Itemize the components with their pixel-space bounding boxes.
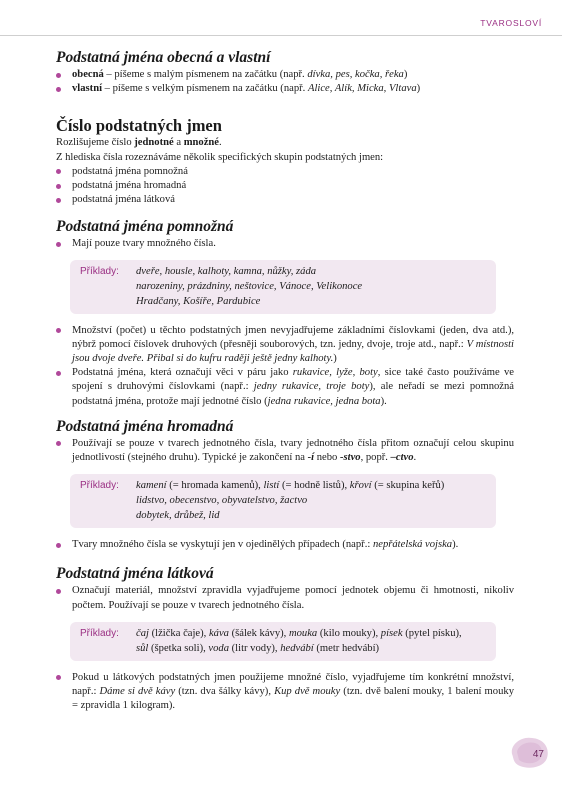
list-item bbox=[56, 366, 514, 409]
examples-lines bbox=[136, 626, 462, 656]
list-hromadna-2 bbox=[56, 538, 514, 552]
gloss: (lžička čaje), bbox=[148, 627, 209, 639]
term: vlastní bbox=[72, 83, 103, 95]
gloss: (metr hedvábí) bbox=[313, 642, 380, 654]
example: Dáme si dvě kávy bbox=[99, 686, 176, 698]
text: (tzn. dva šálky kávy), bbox=[175, 686, 275, 698]
example-line: dveře, housle, kalhoty, kamna, nůžky, záda bbox=[136, 265, 317, 277]
example-line: Hradčany, Košíře, Pardubice bbox=[136, 295, 261, 307]
example: jedna rukavice, jedna bota bbox=[267, 395, 381, 407]
example-line bbox=[136, 626, 462, 641]
example: dívka, pes, kočka, řeka bbox=[307, 69, 404, 80]
example-word: písek bbox=[380, 627, 403, 639]
examples-lines bbox=[136, 264, 362, 309]
page-content bbox=[56, 40, 514, 713]
list-latkova-2 bbox=[56, 671, 514, 714]
example: Kup dvě mouky bbox=[274, 686, 341, 698]
example-line: lidstvo, obecenstvo, obyvatelstvo, žactvo bbox=[136, 495, 308, 507]
text: (tzn. dvě balení mouky, 1 balení mouky = zpravidla 1 kilogram). bbox=[72, 686, 514, 712]
list-item bbox=[56, 437, 514, 465]
example-line: narozeniny, prázdniny, neštovice, Vánoce, Velikonoce bbox=[136, 280, 363, 292]
example-word: hedvábí bbox=[280, 642, 314, 654]
gloss: (šálek kávy), bbox=[228, 627, 289, 639]
section-header-label: TVAROSLOVÍ bbox=[480, 18, 542, 28]
heading-pomnozna: Podstatná jména pomnožná bbox=[56, 218, 234, 236]
list-item bbox=[56, 68, 514, 82]
text: , popř. bbox=[360, 452, 391, 464]
list-item: podstatná jména pomnožná bbox=[56, 165, 514, 179]
text: ). bbox=[452, 539, 459, 551]
example-line bbox=[136, 478, 444, 493]
text: ) bbox=[333, 353, 337, 365]
examples-lines bbox=[136, 478, 444, 523]
text: Pokud u látkových podstatných jmen použijeme množné číslo, vyjadřujeme tím konkrétní množství, např.: bbox=[72, 671, 514, 698]
examples-box bbox=[70, 622, 496, 661]
list-item: podstatná jména hromadná bbox=[56, 179, 514, 193]
heading-cislo: Číslo podstatných jmen bbox=[56, 116, 222, 136]
gloss: (= skupina keřů) bbox=[371, 480, 445, 492]
page-number: 47 bbox=[532, 749, 544, 760]
suffix: –ctvo bbox=[390, 452, 414, 464]
gloss: (litr vody), bbox=[229, 642, 281, 654]
term: množné bbox=[183, 137, 220, 149]
header-divider bbox=[0, 35, 562, 36]
paragraph bbox=[56, 136, 514, 150]
list-latkova bbox=[56, 584, 514, 612]
gloss: (špetka soli), bbox=[148, 642, 209, 654]
heading-latkova: Podstatná jména látková bbox=[56, 565, 214, 583]
example: Alice, Alík, Micka, Vltava bbox=[307, 83, 417, 95]
example-word: křoví bbox=[349, 480, 372, 492]
text: Tvary množného čísla se vyskytují jen v ojedinělých případech (např.: bbox=[72, 539, 373, 551]
example-word: káva bbox=[208, 627, 229, 639]
example-word: voda bbox=[208, 642, 229, 654]
examples-box bbox=[70, 260, 496, 314]
gloss: (= hromada kamenů), bbox=[166, 480, 264, 492]
term: jednotné bbox=[134, 137, 174, 149]
gloss: (pytel písku), bbox=[402, 627, 462, 639]
list-item: Mají pouze tvary množného čísla. bbox=[56, 237, 514, 251]
example-line: dobytek, drůbež, lid bbox=[136, 510, 220, 522]
text: ). bbox=[380, 395, 387, 407]
example-word: listí bbox=[263, 480, 280, 492]
heading-hromadna: Podstatná jména hromadná bbox=[56, 417, 234, 435]
example: V místnosti jsou dvoje dveře. Přibal si do kufru raději ještě jedny kalhoty. bbox=[72, 338, 514, 365]
gloss: (= hodně listů), bbox=[279, 480, 350, 492]
text: ) bbox=[416, 83, 421, 95]
example: rukavice, lyže, boty bbox=[292, 367, 378, 379]
list-item bbox=[56, 82, 514, 96]
text: Podstatná jména, která označují věci v páru jako bbox=[72, 367, 293, 379]
list-obecna-vlastni bbox=[56, 68, 514, 96]
term: obecná bbox=[72, 69, 104, 80]
gloss: (kilo mouky), bbox=[317, 627, 381, 639]
text: nebo bbox=[314, 452, 340, 464]
list-pomnozna bbox=[56, 237, 514, 251]
examples-label: Příklady: bbox=[80, 480, 119, 492]
text: ), ale neřadí se mezi pomnožná podstatná jména, protože mají jednotné číslo ( bbox=[72, 381, 515, 407]
list-skupiny bbox=[56, 165, 514, 208]
suffix: -í bbox=[307, 452, 315, 464]
text: – píšeme s malým písmenem na začátku (např. bbox=[103, 69, 308, 80]
example: jedny rukavice, troje boty bbox=[253, 381, 370, 393]
list-item bbox=[56, 324, 514, 367]
text: Používají se pouze v tvarech jednotného čísla, tvary jednotného čísla přitom označují celou skupinu jednotlivostí (stejného druhu). Typické je zakončení na bbox=[72, 437, 514, 464]
example-word: čaj bbox=[136, 627, 149, 639]
examples-box bbox=[70, 474, 496, 528]
text: , sice také často používáme ve spojení s druhovými číslovkami (např.: bbox=[72, 367, 514, 393]
text: Rozlišujeme číslo bbox=[56, 137, 135, 149]
example: nepřátelská vojska bbox=[372, 539, 453, 551]
text: . bbox=[413, 452, 417, 464]
text: a bbox=[173, 137, 184, 149]
text: Množství (počet) u těchto podstatných jmen nevyjadřujeme základními číslovkami (jeden, dva atd.), nýbrž pomocí číslovek druhových (přesněji souborových, tzn. jedny, dvoje, troje atd., např.: bbox=[72, 324, 514, 350]
example-word: sůl bbox=[136, 642, 149, 654]
text: . bbox=[219, 137, 222, 149]
examples-label: Příklady: bbox=[80, 265, 119, 277]
heading-obecna-vlastni: Podstatná jména obecná a vlastní bbox=[56, 49, 271, 66]
examples-label: Příklady: bbox=[80, 627, 119, 639]
list-hromadna bbox=[56, 437, 514, 465]
list-item: Označují materiál, množství zpravidla vyjadřujeme pomocí jednotek objemu či hmotnosti, nikoliv počtem. Používají se pouze v tvarech jednotného čísla. bbox=[56, 584, 514, 612]
text: ) bbox=[403, 69, 408, 80]
list-pomnozna-2 bbox=[56, 324, 514, 409]
example-word: kamení bbox=[136, 480, 167, 492]
list-item bbox=[56, 538, 514, 552]
text: – píšeme s velkým písmenem na začátku (např. bbox=[102, 83, 308, 95]
example-word: mouka bbox=[288, 627, 318, 639]
suffix: -stvo bbox=[339, 452, 361, 464]
list-item: podstatná jména látková bbox=[56, 193, 514, 207]
paragraph: Z hlediska čísla rozeznáváme několik specifických skupin podstatných jmen: bbox=[56, 151, 384, 163]
list-item bbox=[56, 671, 514, 714]
example-line bbox=[136, 641, 462, 656]
